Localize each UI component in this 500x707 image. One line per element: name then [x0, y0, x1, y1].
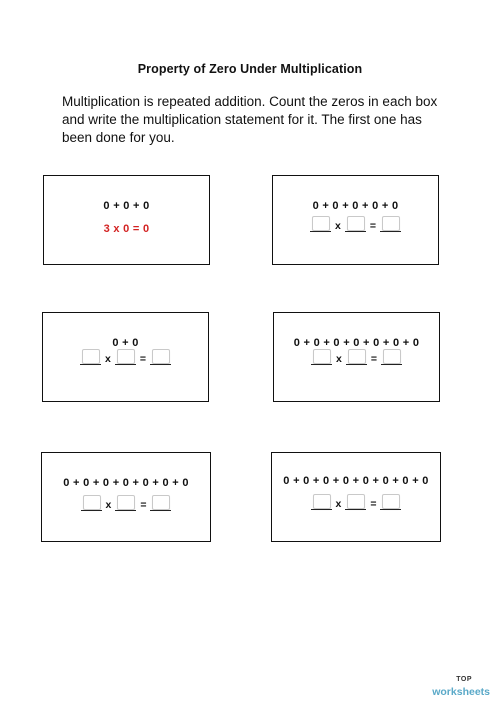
count-blank[interactable] [311, 494, 332, 510]
zero-sum-expression: 0 + 0 + 0 + 0 + 0 + 0 + 0 + 0 [283, 475, 429, 487]
equals-sign: = [140, 499, 147, 511]
multiplication-statement [42, 495, 210, 511]
equals-sign: = [370, 498, 377, 510]
product-blank[interactable] [150, 495, 171, 511]
product-blank[interactable] [380, 494, 401, 510]
logo-worksheets-text: worksheets [432, 686, 490, 698]
times-sign: x [336, 353, 342, 365]
equals-sign: = [370, 353, 377, 365]
topworksheets-logo [432, 676, 490, 699]
count-blank[interactable] [80, 349, 101, 365]
exercise-box [273, 312, 440, 402]
factor-blank[interactable] [115, 349, 136, 365]
exercise-box [42, 312, 209, 402]
multiplication-statement [43, 349, 208, 365]
times-sign: x [335, 498, 342, 510]
exercise-box [41, 452, 211, 542]
example-answer: 3 x 0 = 0 [103, 223, 150, 235]
instructions-text: Multiplication is repeated addition. Count the zeros in each box and write the multiplication statement for it. The first one has been done for you. [62, 94, 438, 145]
times-sign: x [105, 353, 111, 365]
exercise-box [271, 452, 441, 542]
zero-sum-expression: 0 + 0 + 0 + 0 + 0 + 0 + 0 [63, 477, 189, 489]
factor-blank[interactable] [115, 495, 136, 511]
factor-blank[interactable] [345, 216, 366, 232]
exercise-box [272, 175, 439, 265]
factor-blank[interactable] [345, 494, 366, 510]
zero-sum-expression: 0 + 0 + 0 + 0 + 0 [312, 200, 399, 212]
times-sign: x [335, 220, 341, 232]
equals-sign: = [139, 353, 146, 365]
product-blank[interactable] [150, 349, 171, 365]
product-blank[interactable] [380, 216, 401, 232]
example-box [43, 175, 210, 265]
logo-top-text: TOP [456, 676, 472, 683]
product-blank[interactable] [381, 349, 402, 365]
times-sign: x [105, 499, 112, 511]
multiplication-statement [272, 494, 440, 510]
multiplication-statement [274, 349, 439, 365]
zero-sum-expression: 0 + 0 + 0 + 0 + 0 + 0 + 0 [293, 337, 420, 349]
count-blank[interactable] [310, 216, 331, 232]
multiplication-statement [273, 216, 438, 232]
factor-blank[interactable] [346, 349, 367, 365]
equals-sign: = [369, 220, 376, 232]
page-title: Property of Zero Under Multiplication [137, 62, 363, 76]
count-blank[interactable] [311, 349, 332, 365]
zero-sum-expression: 0 + 0 [112, 337, 139, 349]
zero-sum-expression: 0 + 0 + 0 [103, 200, 150, 212]
count-blank[interactable] [81, 495, 102, 511]
